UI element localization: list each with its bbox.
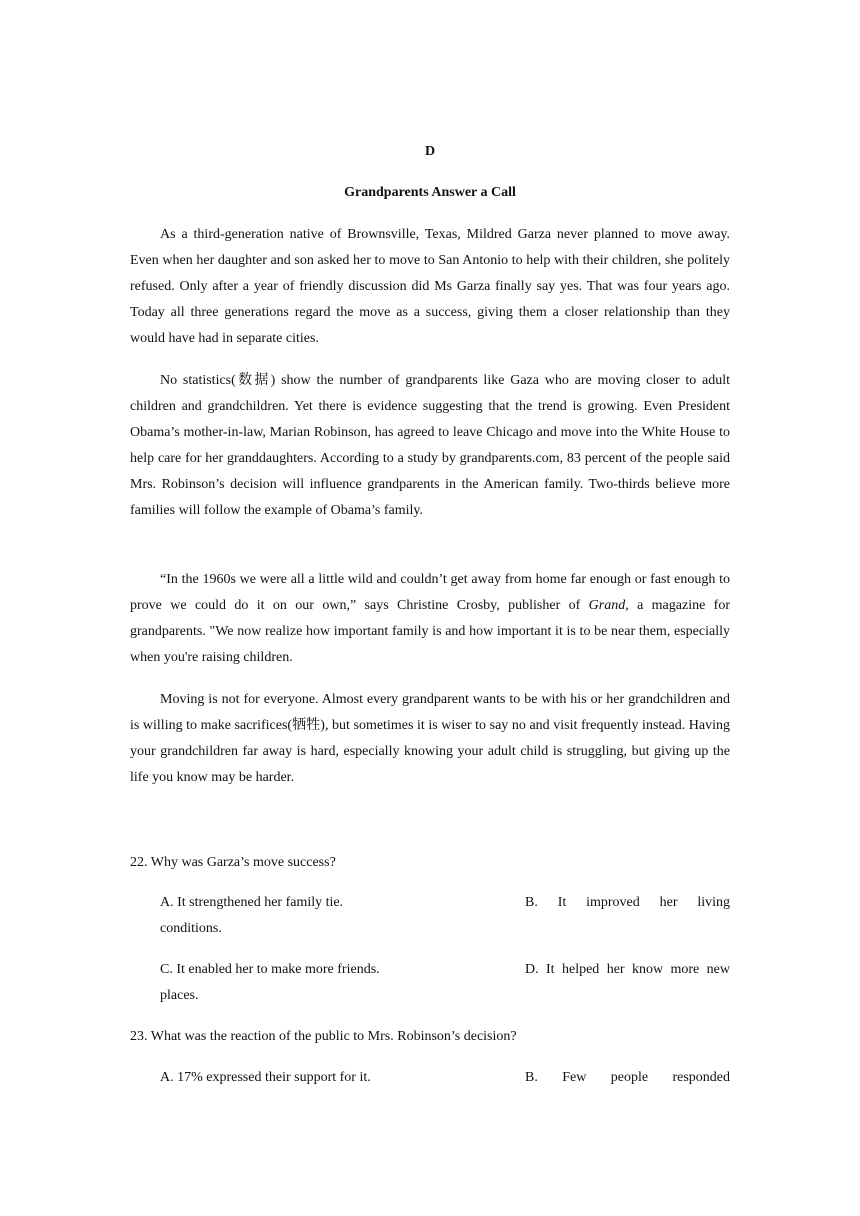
paragraph-3 <box>130 567 730 671</box>
paragraph-2: No statistics(数据) show the number of grandparents like Gaza who are moving closer to adult children and grandchildren. Yet there is evidence suggesting that the trend is growing. Even President Obama’s mother-in-law, Marian Robinson, has agreed to leave Chicago and move into the White House to help care for her granddaughters. According to a study by grandparents.com, 83 percent of the people said Mrs. Robinson’s decision will influence grandparents in the American family. Two-thirds believe more families will follow the example of Obama’s family. <box>130 373 730 518</box>
paragraph-3-part-2: , a magazine for grandparents. "We now realize how important family is and how important it is to be near them, especially when you're raising children. <box>130 598 730 665</box>
question-23-options-row-1 <box>160 1065 730 1125</box>
option-23-b-line-1: B. Few people responded <box>525 1070 730 1085</box>
section-letter: D <box>424 144 436 159</box>
option-22-d-line-1: D. It helped her know more new <box>525 962 730 977</box>
question-22-stem: 22. Why was Garza’s move success? <box>130 855 336 870</box>
question-23-stem: 23. What was the reaction of the public to Mrs. Robinson’s decision? <box>130 1029 517 1044</box>
magazine-name: Grand <box>588 598 626 613</box>
question-22-options-row-2 <box>160 957 730 1017</box>
option-22-b-line-2: conditions. <box>160 921 222 936</box>
option-22-a: A. It strengthened her family tie. <box>160 895 344 910</box>
paragraph-3-part-1: “In the 1960s we were all a little wild and couldn’t get away from home far enough or fast enough to prove we could do it on our own,” says Christine Crosby, publisher of <box>130 572 730 613</box>
question-22-options-row-1 <box>160 890 730 950</box>
option-22-b-line-1: B. It improved her living <box>525 895 730 910</box>
option-23-a: A. 17% expressed their support for it. <box>160 1070 371 1085</box>
article-title: Grandparents Answer a Call <box>344 185 516 200</box>
paragraph-4: Moving is not for everyone. Almost every grandparent wants to be with his or her grandchildren and is willing to make sacrifices(牺牲), but sometimes it is wiser to say no and visit frequently instead. Having your grandchildren far away is hard, especially knowing your adult child is struggling, but giving up the life you know may be harder. <box>130 692 730 785</box>
option-22-d-line-2: places. <box>160 988 199 1003</box>
option-22-c: C. It enabled her to make more friends. <box>160 962 380 977</box>
paragraph-1: As a third-generation native of Brownsville, Texas, Mildred Garza never planned to move away. Even when her daughter and son asked her to move to San Antonio to help with their children, she politely refused. Only after a year of friendly discussion did Ms Garza finally say yes. That was four years ago. Today all three generations regard the move as a success, giving them a closer relationship than they would have had in separate cities. <box>130 227 730 346</box>
option-23-b <box>525 1065 730 1091</box>
